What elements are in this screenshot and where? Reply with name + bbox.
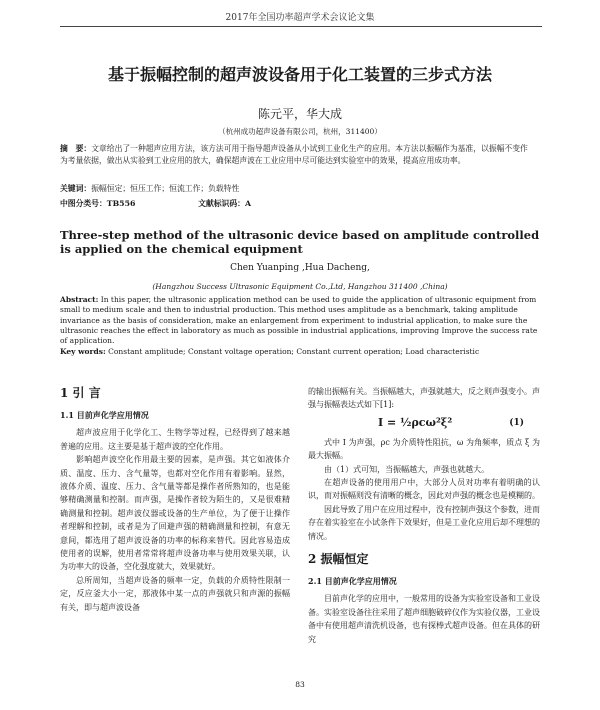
paragraph: 影响超声波空化作用最主要的因素，是声强。其它如液体介质、温度、压力、含气量等，也都对空化作用有着影响。显然，液体介质、温度、压力、含气量等都是操作者所熟知的，也是能够精确测量和控制。而声强，是操作者较为陌生的，又是很难精确测量和控制。超声波仪器或设备的生产单位，为了便于让操作者理解和控制，或者是为了回避声强的精确测量和控制，有意无意间，都选用了超声波设备的功率的标称来替代。因此容易造成使用者的误解，使用者常常将超声设备功率与使用效果关联，认为功率大的设备，空化强度就大，效果就好。 [60,455,290,572]
paragraph: 总所周知，当超声设备的频率一定，负载的介质特性限制一定，反应釜大小一定，那液体中某一点的声强就只和声源的振幅有关，即与超声波设备 [60,575,290,612]
right-column [308,385,540,646]
section-1-heading: 1 引 言 [60,386,101,400]
keywords-english-text: Constant amplitude; Constant voltage operation; Constant current operation; Load characteristic [105,347,480,356]
header-rule [60,26,542,27]
left-column [60,385,290,614]
keywords-english [60,347,540,356]
doc-code-label: 文献标识码： [198,199,245,208]
clc-value: TB556 [106,199,136,208]
abstract-english-text: In this paper, the ultrasonic application method can be used to guide the application of ultrasonic equipment from small to medium scale and then to industrial production. This method uses amplitude as a benchmark, taking amplitude invariance as the basis of consideration, make an enlargement from experiment to industrial application, to make sure the ultrasonic reaches the effect in laboratory as much as possible in industrial applications, improving Improve the success rate of application. [60,295,538,346]
section-2-heading: 2 振幅恒定 [308,552,369,567]
abstract-chinese-text: 文章给出了一种超声应用方法，该方法可用于指导超声设备从小试到工业化生产的应用。本方法以振幅作为基准，以振幅不变作为考量依据，做出从实验到工业应用的放大，确保超声波在工业应用中尽可能达到实验室中的效果，提高应用成功率。 [60,144,528,165]
running-head: 2017年全国功率超声学术会议论文集 [225,13,375,23]
clc-label: 中图分类号： [60,199,107,208]
classification-line [60,198,530,209]
abstract-english [60,295,540,346]
affiliation-chinese: （杭州成功超声设备有限公司，杭州，311400） [218,127,382,136]
paper-title-chinese: 基于振幅控制的超声波设备用于化工装置的三步式方法 [107,65,492,84]
abstract-english-label: Abstract: [60,295,99,304]
keywords-english-label: Key words: [60,347,106,356]
paragraph: 的输出振幅有关。当振幅越大，声强就越大，反之则声强变小。声强与振幅表达式如下[1]: [308,387,540,410]
abstract-chinese [60,143,530,167]
equation-number: (1) [509,417,524,428]
doc-code-value: A [244,199,252,208]
paragraph: 目前声化学的应用中，一般常用的设备为实验室设备和工业设备。实验室设备往往采用了超声细胞破碎仪作为实验仪器，工业设备中有使用超声清洗机设备，也有探棒式超声设备。但在具体的研究 [308,594,540,644]
paragraph: 在超声设备的使用用户中，大部分人员对功率有着明确的认识，而对振幅则没有清晰的概念，因此对声强的概念也是模糊的。 [308,478,540,501]
page-number: 83 [295,680,305,689]
paragraph: 由（1）式可知，当振幅越大，声强也就越大。 [324,464,490,474]
equation-expression: I = ½ρcω²ξ² [378,415,453,429]
authors-english: Chen Yuanping ,Hua Dacheng, [230,263,370,273]
section-2-1-heading: 2.1 目前声化学应用情况 [308,576,397,587]
keywords-chinese-label: 关键词： [60,184,92,193]
paper-title-english: Three-step method of the ultrasonic device based on amplitude controlled is applied on the chemical equipment [60,228,540,256]
paragraph: 式中 I 为声强，ρc 为介质特性阻抗，ω 为角频率，质点 ξ 为最大振幅。 [308,437,540,461]
keywords-chinese-text: 振幅恒定；恒压工作；恒流工作；负载特性 [91,184,240,193]
section-1-1-heading: 1.1 目前声化学应用情况 [60,410,149,420]
paragraph: 因此导致了用户在应用过程中，没有控制声强这个参数，进而存在着实验室在小试条件下效果好，但是工业化应用后却不理想的情况。 [308,504,540,541]
affiliation-english: (Hangzhou Success Ultrasonic Equipment Co.,Ltd, Hangzhou 311400 ,China) [152,282,448,291]
equation-1 [308,414,540,434]
authors-chinese: 陈元平，华大成 [257,107,342,121]
abstract-chinese-label: 摘 要： [60,144,92,153]
keywords-chinese [60,183,530,194]
paragraph: 超声波应用于化学化工、生物学等过程，已经得到了越来越普遍的应用。这主要是基于超声波的空化作用。 [60,428,290,451]
